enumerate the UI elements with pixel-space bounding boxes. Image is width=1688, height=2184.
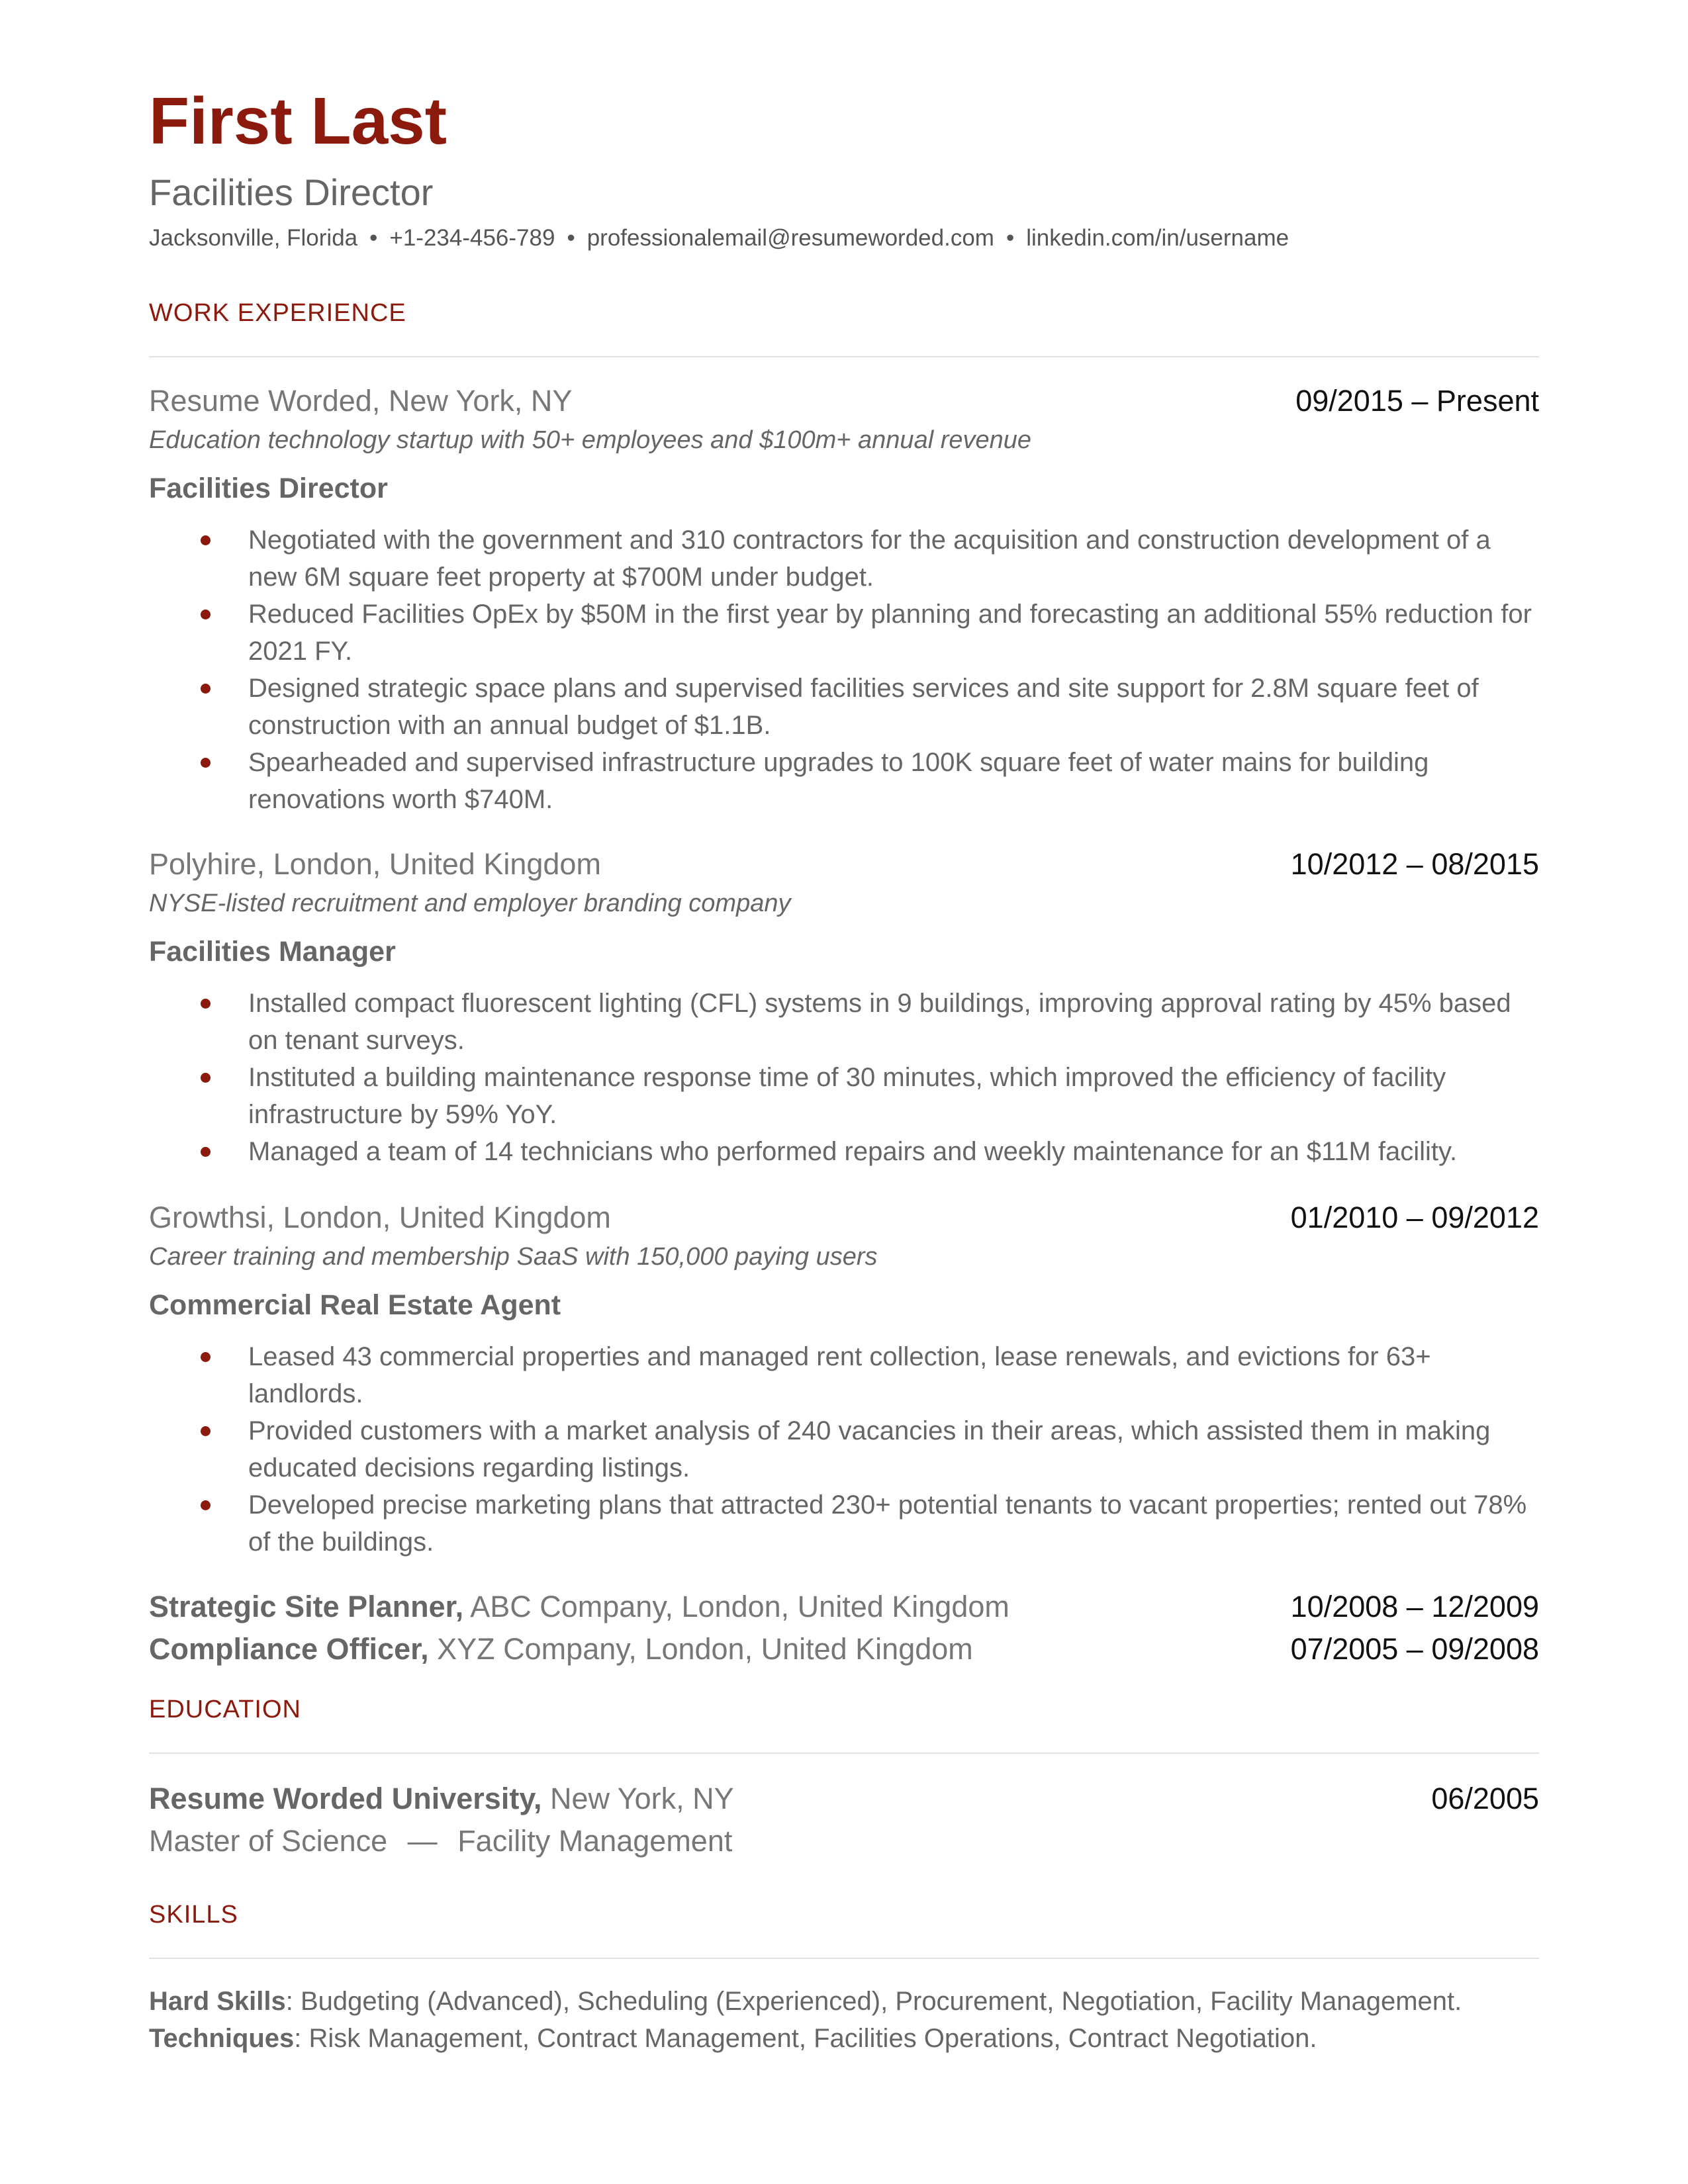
list-item: Leased 43 commercial properties and managed rent collection, lease renewals, and evictions for 63+ landlords. bbox=[149, 1338, 1546, 1412]
bullet-dot-icon bbox=[201, 1147, 211, 1157]
section-divider bbox=[149, 1958, 1539, 1959]
list-item: Provided customers with a market analysis of 240 vacancies in their areas, which assisted them in making educated decisions regarding listings. bbox=[149, 1412, 1546, 1486]
job-description: Education technology startup with 50+ employees and $100m+ annual revenue bbox=[149, 426, 1032, 454]
list-item: Spearheaded and supervised infrastructure upgrades to 100K square feet of water mains for building renovations worth $740M. bbox=[149, 744, 1546, 818]
job-dates: 09/2015 – Present bbox=[1295, 384, 1539, 418]
bullet-dot-icon bbox=[201, 684, 211, 694]
list-item: Instituted a building maintenance response time of 30 minutes, which improved the efficiency of facility infrastructure by 59% YoY. bbox=[149, 1059, 1546, 1133]
education-degree-line bbox=[149, 1824, 1539, 1858]
skills-tech-label: Techniques bbox=[149, 2024, 295, 2053]
short-job-entry bbox=[149, 1590, 1539, 1624]
job-company: Polyhire, London, United Kingdom bbox=[149, 847, 601, 881]
contact-email[interactable]: professionalemail@resumeworded.com bbox=[586, 225, 994, 251]
job-role: Facilities Director bbox=[149, 473, 388, 504]
contact-phone: +1-234-456-789 bbox=[389, 225, 555, 251]
job-company: Growthsi, London, United Kingdom bbox=[149, 1201, 611, 1234]
education-school: Resume Worded University, bbox=[149, 1782, 542, 1815]
job-role: Commercial Real Estate Agent bbox=[149, 1289, 561, 1321]
section-title-work: WORK EXPERIENCE bbox=[149, 299, 406, 327]
skills-hard-label: Hard Skills bbox=[149, 1987, 286, 2016]
list-item: Reduced Facilities OpEx by $50M in the first year by planning and forecasting an additional 55% reduction for 2021 FY. bbox=[149, 596, 1546, 670]
section-title-education: EDUCATION bbox=[149, 1696, 301, 1723]
education-field: Facility Management bbox=[457, 1824, 733, 1858]
bullet-dot-icon bbox=[201, 999, 211, 1009]
section-divider bbox=[149, 1752, 1539, 1754]
job-company: Resume Worded, New York, NY bbox=[149, 384, 573, 418]
bullet-dot-icon bbox=[201, 1426, 211, 1436]
list-item: Negotiated with the government and 310 contractors for the acquisition and construction development of a new 6M square feet property at $700M under budget. bbox=[149, 522, 1546, 596]
short-job-role: Strategic Site Planner, bbox=[149, 1590, 464, 1623]
short-job-company: XYZ Company, London, United Kingdom bbox=[437, 1632, 973, 1666]
bullet-dot-icon bbox=[201, 535, 211, 545]
contact-line bbox=[149, 225, 1289, 251]
bullet-dot-icon bbox=[201, 1500, 211, 1510]
bullet-dot-icon bbox=[201, 610, 211, 619]
skills-techniques bbox=[149, 2024, 1539, 2054]
contact-separator: • bbox=[567, 225, 575, 251]
section-divider bbox=[149, 356, 1539, 357]
short-job-dates: 10/2008 – 12/2009 bbox=[1290, 1590, 1539, 1623]
skills-hard-value: : Budgeting (Advanced), Scheduling (Experienced), Procurement, Negotiation, Facility Management. bbox=[285, 1987, 1462, 2016]
list-item: Installed compact fluorescent lighting (CFL) systems in 9 buildings, improving approval rating by 45% based on tenant surveys. bbox=[149, 985, 1546, 1059]
education-entry bbox=[149, 1782, 1539, 1816]
job-bullets bbox=[149, 1338, 1546, 1561]
list-item: Designed strategic space plans and supervised facilities services and site support for 2.8M square feet of construction with an annual budget of $1.1B. bbox=[149, 670, 1546, 744]
short-job-company: ABC Company, London, United Kingdom bbox=[470, 1590, 1009, 1623]
bullet-dot-icon bbox=[201, 1352, 211, 1362]
contact-location: Jacksonville, Florida bbox=[149, 225, 358, 251]
job-bullets bbox=[149, 522, 1546, 818]
job-header bbox=[149, 384, 1539, 418]
short-job-dates: 07/2005 – 09/2008 bbox=[1290, 1632, 1539, 1666]
list-item: Managed a team of 14 technicians who performed repairs and weekly maintenance for an $11M facility. bbox=[149, 1133, 1546, 1170]
bullet-dot-icon bbox=[201, 758, 211, 768]
section-title-skills: SKILLS bbox=[149, 1901, 238, 1929]
skills-hard bbox=[149, 1987, 1539, 2017]
job-header bbox=[149, 847, 1539, 882]
skills-tech-value: : Risk Management, Contract Management, Facilities Operations, Contract Negotiation. bbox=[294, 2024, 1317, 2053]
bullet-dot-icon bbox=[201, 1073, 211, 1083]
education-location: New York, NY bbox=[550, 1782, 734, 1815]
contact-separator: • bbox=[1006, 225, 1015, 251]
candidate-title: Facilities Director bbox=[149, 171, 434, 213]
job-description: NYSE-listed recruitment and employer branding company bbox=[149, 889, 791, 917]
education-dates: 06/2005 bbox=[1431, 1782, 1539, 1815]
job-dates: 10/2012 – 08/2015 bbox=[1290, 847, 1539, 881]
contact-linkedin[interactable]: linkedin.com/in/username bbox=[1026, 225, 1289, 251]
candidate-name: First Last bbox=[149, 84, 447, 158]
job-description: Career training and membership SaaS with 150,000 paying users bbox=[149, 1243, 878, 1271]
short-job-role: Compliance Officer, bbox=[149, 1632, 429, 1666]
job-header bbox=[149, 1201, 1539, 1235]
contact-separator: • bbox=[369, 225, 378, 251]
education-dash: — bbox=[407, 1824, 438, 1858]
job-bullets bbox=[149, 985, 1546, 1170]
short-job-entry bbox=[149, 1632, 1539, 1666]
education-degree: Master of Science bbox=[149, 1824, 388, 1858]
job-role: Facilities Manager bbox=[149, 936, 396, 968]
list-item: Developed precise marketing plans that attracted 230+ potential tenants to vacant properties; rented out 78% of the buildings. bbox=[149, 1486, 1546, 1561]
job-dates: 01/2010 – 09/2012 bbox=[1290, 1201, 1539, 1234]
